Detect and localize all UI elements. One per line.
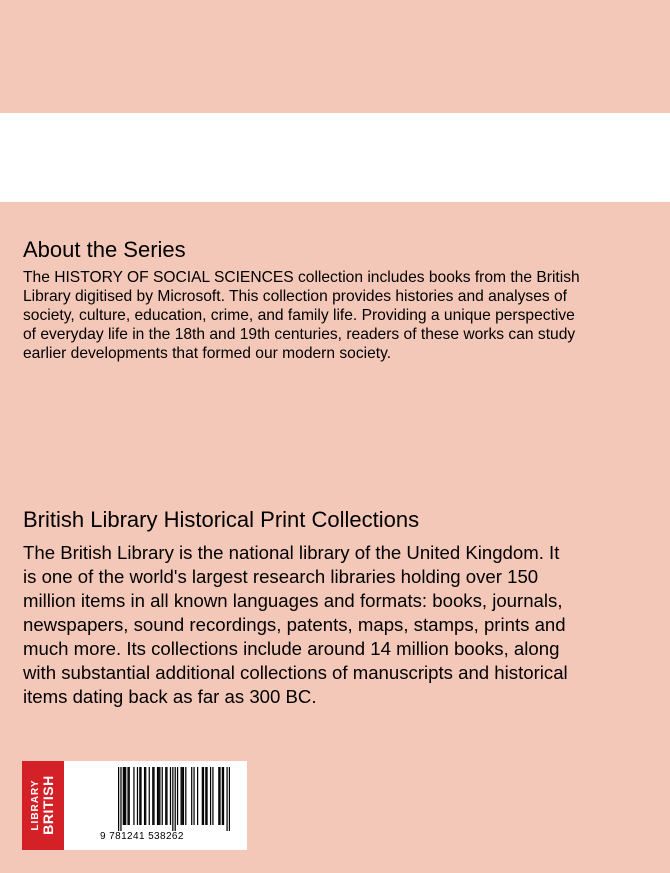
collections-line: The British Library is the national library of the United Kingdom. It	[23, 542, 560, 563]
barcode-bar	[172, 767, 173, 831]
barcode-bar	[118, 767, 119, 831]
british-library-logo	[22, 761, 64, 850]
barcode-bar	[203, 767, 204, 825]
series-description	[23, 268, 655, 363]
collections-line: with substantial additional collections of manuscripts and historical	[23, 662, 568, 683]
barcode-bar	[125, 767, 126, 825]
barcode-bar	[212, 767, 213, 825]
collections-line: items dating back as far as 300 BC.	[23, 686, 317, 707]
barcode-bar	[140, 767, 141, 825]
barcode-bar	[137, 767, 138, 825]
isbn-number: 9 781241 538262	[100, 831, 184, 842]
barcode-bar	[153, 767, 154, 825]
barcode-bar	[197, 767, 198, 825]
barcode-label	[22, 761, 247, 850]
barcode-bar	[210, 767, 211, 825]
barcode-bar	[177, 767, 178, 825]
barcode-bar	[222, 767, 223, 825]
barcode-bar	[185, 767, 186, 825]
series-line: earlier developments that formed our modern society.	[23, 345, 392, 362]
barcode-bar	[191, 767, 192, 825]
series-heading: About the Series	[23, 237, 186, 262]
barcode-bar	[159, 767, 160, 825]
logo-line-british: BRITISH	[40, 775, 56, 835]
barcode-bar	[182, 767, 183, 825]
collections-line: is one of the world's largest research libraries holding over 150	[23, 566, 539, 587]
barcode-bar	[127, 767, 128, 825]
collections-line: much more. Its collections include around 14 million books, along	[23, 638, 560, 659]
barcode-bar	[175, 767, 176, 831]
barcode-bar	[180, 767, 181, 825]
barcode-bar	[219, 767, 220, 825]
collections-line: million items in all known languages and formats: books, journals,	[23, 590, 563, 611]
logo-text	[30, 775, 56, 835]
barcode-bar	[120, 767, 121, 831]
series-line: of everyday life in the 18th and 19th centuries, readers of these works can study	[23, 326, 576, 343]
collections-description	[23, 541, 655, 709]
series-line: Library digitised by Microsoft. This collection provides histories and analyses of	[23, 288, 568, 305]
collections-heading: British Library Historical Print Collections	[23, 507, 420, 532]
barcode-bar	[149, 767, 150, 825]
series-line: society, culture, education, crime, and family life. Providing a unique perspective	[23, 307, 575, 324]
collections-line: newspapers, sound recordings, patents, maps, stamps, prints and	[23, 614, 566, 635]
barcode-bar	[144, 767, 145, 825]
barcode-bar	[170, 767, 171, 825]
barcode-bar	[158, 767, 159, 825]
barcode-bar	[206, 767, 207, 825]
barcode-bar	[162, 767, 163, 825]
barcode-bar	[166, 767, 167, 825]
series-line: The HISTORY OF SOCIAL SCIENCES collection includes books from the British	[23, 269, 580, 286]
barcode-bar	[193, 767, 194, 825]
barcode-bar	[152, 767, 153, 825]
barcode-bar	[139, 767, 140, 825]
barcode-bar	[123, 767, 124, 825]
barcode-bar	[165, 767, 166, 825]
barcode-bar	[218, 767, 219, 825]
barcode-bar	[226, 767, 227, 831]
white-band	[0, 113, 670, 202]
logo-line-library: LIBRARY	[30, 779, 41, 831]
barcode-bar	[229, 767, 230, 831]
barcode-bar	[124, 767, 125, 825]
barcode-graphic	[118, 767, 230, 831]
barcode-bar	[145, 767, 146, 825]
barcode-bar	[205, 767, 206, 825]
barcode-bar	[223, 767, 224, 825]
barcode-bar	[129, 767, 130, 825]
barcode-bar	[202, 767, 203, 825]
barcode-bar	[183, 767, 184, 825]
barcode-bar	[157, 767, 158, 825]
barcode-bar	[133, 767, 134, 825]
